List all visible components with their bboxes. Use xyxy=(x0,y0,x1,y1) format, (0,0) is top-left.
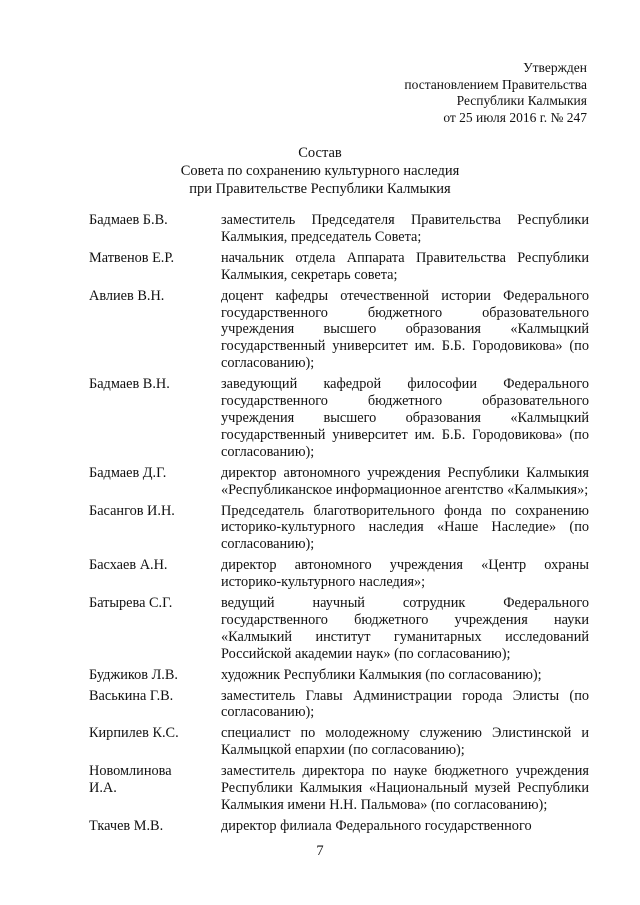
member-role: директор филиала Федерального государственного xyxy=(221,817,532,834)
member-role: заместитель Председателя Правительства Республики Калмыкия, председатель Совета; xyxy=(221,212,589,245)
member-role: директор автономного учреждения Республики Калмыкия «Республиканское информационное агентство «Калмыкия»; xyxy=(221,464,589,498)
member-row xyxy=(89,288,589,373)
approval-line: постановлением Правительства xyxy=(404,76,587,92)
member-row xyxy=(89,250,589,284)
member-role: Председатель благотворительного фонда по сохранению историко-культурного наследия «Наше Наследие» (по согласованию); xyxy=(221,502,589,553)
member-row xyxy=(89,818,589,835)
approval-stamp xyxy=(404,60,587,126)
member-row xyxy=(89,557,589,591)
title-line: Состав xyxy=(298,145,342,161)
member-row xyxy=(89,212,589,246)
member-name: Кирпилев К.С. xyxy=(89,725,179,742)
member-name: Басангов И.Н. xyxy=(89,502,175,519)
member-row xyxy=(89,725,589,759)
member-row xyxy=(89,667,589,684)
member-role: заместитель директора по науке бюджетного учреждения Республики Калмыкия «Национальный музей Республики Калмыкия имени Н.Н. Пальмова» (по согласованию); xyxy=(221,763,589,813)
member-role: доцент кафедры отечественной истории Федерального государственного бюджетного образовательного учреждения высшего образования «Калмыцкий государственный университет им. Б.Б. Городовикова» (по согласованию); xyxy=(221,287,589,372)
page-number: 7 xyxy=(316,843,324,859)
member-name: Бадмаев Д.Г. xyxy=(89,464,167,481)
member-name: Васькина Г.В. xyxy=(89,687,174,704)
member-role: специалист по молодежному служению Элистинской и Калмыцкой епархии (по согласованию); xyxy=(221,725,589,759)
member-name: Басхаев А.Н. xyxy=(89,557,168,574)
member-row xyxy=(89,688,589,722)
approval-line: Республики Калмыкия xyxy=(456,93,587,108)
member-name: Буджиков Л.В. xyxy=(89,666,178,683)
member-name: Ткачев М.В. xyxy=(89,817,164,834)
member-role: заместитель Главы Администрации города Элисты (по согласованию); xyxy=(221,687,589,721)
member-list xyxy=(89,212,589,839)
approval-line: Утвержден xyxy=(523,60,587,75)
approval-date-line: от 25 июля 2016 г. № 247 xyxy=(443,109,587,125)
member-role: художник Республики Калмыкия (по согласованию); xyxy=(221,666,542,683)
member-name: Авлиев В.Н. xyxy=(89,287,165,304)
member-name: Бадмаев Б.В. xyxy=(89,212,168,228)
member-name: Новомлинова И.А. xyxy=(89,763,172,797)
member-name: Бадмаев В.Н. xyxy=(89,376,170,393)
member-row xyxy=(89,503,589,554)
member-row xyxy=(89,465,589,499)
member-name: Матвенов Е.Р. xyxy=(89,249,175,266)
member-name: Батырева С.Г. xyxy=(89,595,173,612)
title-line: Совета по сохранению культурного наследия xyxy=(180,163,460,179)
member-role: директор автономного учреждения «Центр охраны историко-культурного наследия»; xyxy=(221,557,589,591)
member-role: заведующий кафедрой философии Федерального государственного бюджетного образовательного учреждения высшего образования «Калмыцкий государственный университет им. Б.Б. Городовикова» (по согласованию); xyxy=(221,376,589,460)
title-line: при Правительстве Республики Калмыкия xyxy=(189,181,451,197)
member-row xyxy=(89,376,589,461)
member-role: начальник отдела Аппарата Правительства Республики Калмыкия, секретарь совета; xyxy=(221,249,589,283)
member-row xyxy=(89,595,589,663)
member-row xyxy=(89,763,589,814)
member-role: ведущий научный сотрудник Федерального государственного бюджетного учреждения науки «Калмыкий институт гуманитарных исследований Российской академии наук» (по согласованию); xyxy=(221,595,589,662)
document-title xyxy=(0,144,640,198)
